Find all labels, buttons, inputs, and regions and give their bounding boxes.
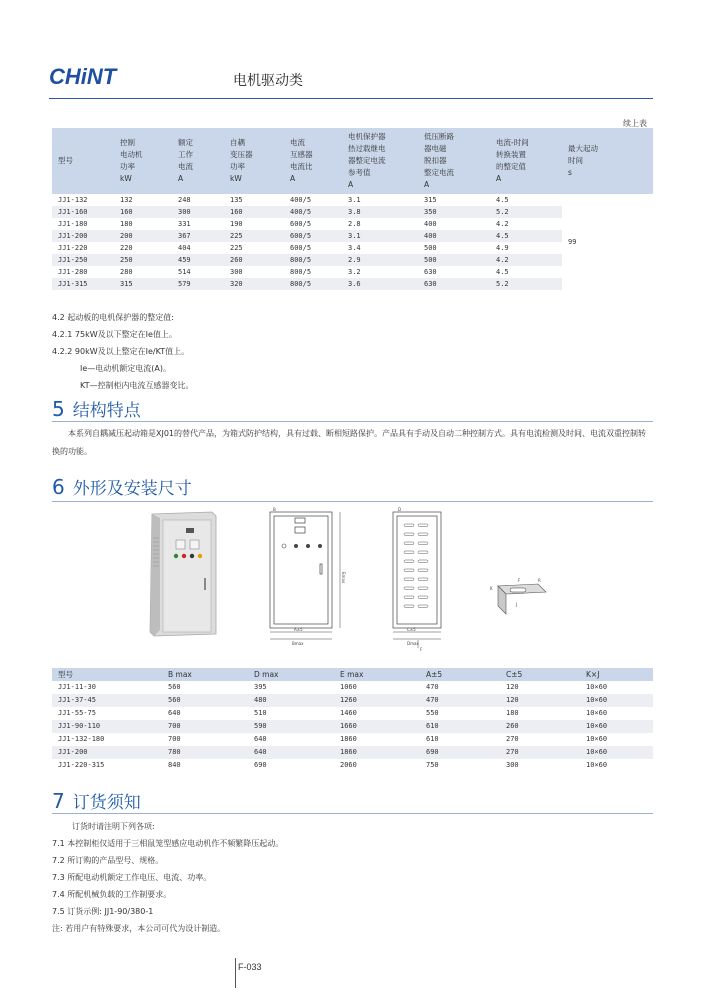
structure-description: 本系列自耦减压起动箱是XJ01的替代产品，为箱式防护结构，具有过载、断相短路保护。产品具有手动及自动二种控制方式。具有电流检测及时间、电流双重控制转换的功能。 bbox=[52, 429, 647, 456]
order-line: 7.4 所配机械负载的工作制要求。 bbox=[52, 890, 172, 899]
table-cell: 690 bbox=[420, 746, 500, 759]
table-cell: 4.5 bbox=[496, 268, 509, 276]
dimensions-header-cell: B max bbox=[162, 668, 248, 681]
table-row bbox=[52, 194, 653, 206]
table-row bbox=[52, 746, 653, 759]
dim-label-c: C±5 bbox=[407, 627, 416, 632]
table-cell: 640 bbox=[168, 709, 181, 717]
vent-slot bbox=[404, 605, 414, 607]
table-cell: 800/5 bbox=[284, 254, 342, 266]
chint-logo: CHiNT bbox=[49, 64, 117, 89]
dimensions-header-cell: K×J bbox=[580, 668, 653, 681]
table-row bbox=[52, 759, 653, 772]
header-line: 脱扣器 bbox=[424, 156, 447, 165]
header-line: 电动机 bbox=[120, 150, 143, 159]
table-cell: 10×60 bbox=[580, 746, 653, 759]
header-line: 电流 bbox=[290, 138, 305, 147]
table-cell: 160 bbox=[114, 206, 172, 218]
table-cell: JJ1-220 bbox=[58, 244, 88, 252]
table-cell: 320 bbox=[224, 278, 284, 290]
section-number: 6 bbox=[52, 475, 65, 499]
dim-label-f2: F bbox=[518, 578, 521, 583]
table-cell: 190 bbox=[230, 220, 243, 228]
header-line: 参考值 bbox=[348, 168, 371, 177]
table-cell: 260 bbox=[500, 720, 580, 733]
vent-slot bbox=[404, 578, 414, 580]
specs-header-cell bbox=[114, 128, 172, 194]
dim-label-r: R bbox=[538, 578, 541, 583]
table-cell: 2.9 bbox=[342, 254, 418, 266]
table-cell: 1060 bbox=[340, 683, 357, 691]
dim-label-f: F bbox=[420, 647, 423, 652]
table-cell: 331 bbox=[178, 220, 191, 228]
page-number: F-033 bbox=[238, 962, 262, 972]
header-line: 器整定电流 bbox=[348, 156, 386, 165]
table-cell: 560 bbox=[168, 683, 181, 691]
table-cell: 500 bbox=[418, 254, 490, 266]
table-cell: 3.4 bbox=[348, 244, 361, 252]
header-line: 最大起动 bbox=[568, 144, 598, 153]
order-line: 7.5 订货示例: JJ1-90/380-1 bbox=[52, 907, 154, 916]
table-cell: 120 bbox=[506, 683, 519, 691]
specs-header-cell bbox=[284, 128, 342, 194]
vent-slot bbox=[404, 542, 414, 544]
section-title: 外形及安装尺寸 bbox=[72, 479, 192, 499]
table-cell: 270 bbox=[500, 746, 580, 759]
order-line: 注: 若用户有特殊要求，本公司可代为设计制造。 bbox=[52, 924, 226, 933]
specs-header-cell bbox=[418, 128, 490, 194]
section-title: 结构特点 bbox=[72, 401, 141, 421]
table-cell: 600/5 bbox=[290, 220, 312, 228]
table-cell: JJ1-250 bbox=[52, 254, 114, 266]
header-line: 电机保护器 bbox=[348, 132, 386, 141]
table-cell: 10×60 bbox=[580, 720, 653, 733]
header-line: 功率 bbox=[120, 162, 135, 171]
table-row bbox=[52, 681, 653, 694]
table-cell: 315 bbox=[114, 278, 172, 290]
vent-slot bbox=[404, 524, 414, 526]
table-cell: 132 bbox=[120, 196, 133, 204]
vent-slot bbox=[418, 596, 428, 598]
table-cell: 135 bbox=[230, 196, 243, 204]
header-line: A bbox=[424, 180, 430, 189]
order-line: 7.3 所配电动机额定工作电压、电流、功率。 bbox=[52, 873, 212, 882]
dim-label-e: Emax bbox=[341, 572, 346, 584]
dim-label-k: K bbox=[490, 586, 493, 591]
page-category-title: 电机驱动类 bbox=[233, 73, 303, 89]
table-cell: 5.2 bbox=[490, 278, 562, 290]
vent-slot bbox=[404, 533, 414, 535]
table-cell: JJ1-132 bbox=[58, 196, 88, 204]
table-cell: 270 bbox=[506, 735, 519, 743]
header-line: 电流 bbox=[178, 162, 193, 171]
header-line: 自耦 bbox=[230, 138, 245, 147]
vent-slot bbox=[404, 551, 414, 553]
specs-header-cell bbox=[490, 128, 562, 194]
header-line: 的整定值 bbox=[496, 162, 526, 171]
table-cell: JJ1-37-45 bbox=[52, 694, 162, 707]
table-cell: 250 bbox=[114, 254, 172, 266]
header-line: 变压器 bbox=[230, 150, 253, 159]
order-line: 7.1 本控制柜仅适用于三相鼠笼型感应电动机作不频繁降压起动。 bbox=[52, 839, 284, 848]
dimensions-table bbox=[52, 668, 653, 772]
table-cell: 800/5 bbox=[284, 278, 342, 290]
header-line: 功率 bbox=[230, 162, 245, 171]
table-cell: 5.2 bbox=[490, 206, 562, 218]
table-cell: 780 bbox=[162, 746, 248, 759]
table-cell: 4.9 bbox=[496, 244, 509, 252]
table-cell: 2060 bbox=[340, 761, 357, 769]
header-line: 互感器 bbox=[290, 150, 313, 159]
table-cell: 248 bbox=[178, 196, 191, 204]
table-cell: 579 bbox=[172, 278, 224, 290]
table-cell: 404 bbox=[178, 244, 191, 252]
specs-header-cell bbox=[342, 128, 418, 194]
table-cell: 1260 bbox=[334, 694, 420, 707]
table-cell: 180 bbox=[120, 220, 133, 228]
table-cell: 550 bbox=[426, 709, 439, 717]
table-cell: 10×60 bbox=[586, 683, 608, 691]
table-cell: 500 bbox=[424, 244, 437, 252]
table-cell: JJ1-11-30 bbox=[58, 683, 96, 691]
table-cell: 10×60 bbox=[586, 709, 608, 717]
specs-table-body bbox=[52, 194, 653, 290]
table-cell: 700 bbox=[162, 720, 248, 733]
table-cell: 400 bbox=[418, 230, 490, 242]
header-line: A bbox=[178, 174, 184, 183]
header-line: 时间 bbox=[568, 156, 583, 165]
table-cell: 1860 bbox=[340, 735, 357, 743]
table-row bbox=[52, 694, 653, 707]
table-cell: 640 bbox=[254, 735, 267, 743]
table-cell: 840 bbox=[168, 761, 181, 769]
table-cell: 315 bbox=[424, 196, 437, 204]
dim-label-bmax: Bmax bbox=[292, 641, 304, 646]
header-line: 整定电流 bbox=[424, 168, 454, 177]
section-divider bbox=[52, 813, 653, 814]
dim-label-b: B bbox=[273, 507, 276, 512]
specs-header-cell bbox=[224, 128, 284, 194]
vent-slot bbox=[404, 569, 414, 571]
vent-slot bbox=[404, 560, 414, 562]
table-row bbox=[52, 733, 653, 746]
table-cell: 10×60 bbox=[586, 735, 608, 743]
header-line: 控制 bbox=[120, 138, 135, 147]
order-line: 7.2 所订购的产品型号、规格。 bbox=[52, 856, 164, 865]
note-line: KT—控制柜内电流互感器变比。 bbox=[80, 381, 194, 390]
table-cell: 470 bbox=[426, 683, 439, 691]
table-cell: 225 bbox=[224, 230, 284, 242]
section-title: 订货须知 bbox=[72, 793, 141, 813]
header-line: 电流比 bbox=[290, 162, 313, 171]
dim-label-d: D bbox=[398, 507, 402, 512]
mounting-hole-detail bbox=[488, 576, 548, 620]
vent-slot bbox=[404, 596, 414, 598]
dimensions-header-cell: E max bbox=[334, 668, 420, 681]
section-heading-dimensions bbox=[52, 474, 192, 499]
dimensions-header-cell: C±5 bbox=[500, 668, 580, 681]
header-line: s bbox=[568, 168, 572, 177]
table-cell: 600/5 bbox=[290, 244, 312, 252]
section-divider bbox=[52, 421, 653, 422]
header-divider bbox=[49, 98, 653, 99]
table-cell: 630 bbox=[418, 278, 490, 290]
dim-label-a: A±5 bbox=[294, 627, 303, 632]
table-cell: 10×60 bbox=[580, 694, 653, 707]
note-line: 4.2.2 90kW及以上整定在Ie/KT值上。 bbox=[52, 347, 190, 356]
section-heading-ordering bbox=[52, 788, 141, 813]
table-cell: 600/5 bbox=[284, 230, 342, 242]
table-cell: 750 bbox=[426, 761, 439, 769]
table-cell: JJ1-220-315 bbox=[58, 761, 105, 769]
vent-slot bbox=[418, 578, 428, 580]
header-line: A bbox=[290, 174, 296, 183]
table-cell: 400/5 bbox=[284, 206, 342, 218]
table-cell: JJ1-200 bbox=[52, 746, 162, 759]
dimensions-table-header bbox=[52, 668, 653, 681]
table-cell: 280 bbox=[120, 268, 133, 276]
table-cell: JJ1-315 bbox=[52, 278, 114, 290]
table-cell: 470 bbox=[420, 694, 500, 707]
vent-slot bbox=[418, 587, 428, 589]
header-line: 工作 bbox=[178, 150, 193, 159]
header-line: kW bbox=[120, 174, 132, 183]
specs-header-cell bbox=[562, 128, 653, 194]
table-cell: 590 bbox=[248, 720, 334, 733]
vent-slot bbox=[418, 551, 428, 553]
table-cell: 180 bbox=[506, 709, 519, 717]
max-start-time-cell: 99 bbox=[562, 194, 653, 290]
table-cell: 514 bbox=[178, 268, 191, 276]
table-cell: 459 bbox=[172, 254, 224, 266]
header-line: 转换装置 bbox=[496, 150, 526, 159]
table-cell: 3.8 bbox=[342, 206, 418, 218]
side-view-drawing bbox=[388, 506, 448, 656]
table-cell: 160 bbox=[224, 206, 284, 218]
table-cell: 3.6 bbox=[342, 278, 418, 290]
table-cell: JJ1-55-75 bbox=[58, 709, 96, 717]
table-cell: 4.2 bbox=[490, 254, 562, 266]
vent-slot bbox=[418, 542, 428, 544]
dimensions-header-cell: 型号 bbox=[52, 668, 162, 681]
table-row bbox=[52, 707, 653, 720]
note-line: 4.2.1 75kW及以下整定在Ie值上。 bbox=[52, 330, 177, 339]
table-cell: 120 bbox=[500, 694, 580, 707]
table-cell: 2.8 bbox=[348, 220, 361, 228]
header-line: 额定 bbox=[178, 138, 193, 147]
table-cell: 225 bbox=[230, 244, 243, 252]
table-cell: 690 bbox=[254, 761, 267, 769]
ordering-notes bbox=[52, 818, 283, 937]
section-divider bbox=[52, 501, 653, 502]
header-line: 电流-时间 bbox=[496, 138, 529, 147]
table-continued-label: 续上表 bbox=[623, 119, 647, 128]
dimensions-table-body bbox=[52, 681, 653, 772]
table-cell: 300 bbox=[230, 268, 243, 276]
table-cell: 400/5 bbox=[290, 196, 312, 204]
table-cell: 800/5 bbox=[290, 268, 312, 276]
section-number: 5 bbox=[52, 397, 65, 421]
table-cell: 395 bbox=[254, 683, 267, 691]
table-cell: 640 bbox=[248, 746, 334, 759]
vent-slot bbox=[404, 587, 414, 589]
table-cell: JJ1-280 bbox=[58, 268, 88, 276]
table-cell: 1460 bbox=[340, 709, 357, 717]
table-cell: 220 bbox=[120, 244, 133, 252]
table-cell: 4.5 bbox=[496, 196, 509, 204]
vent-slot bbox=[418, 533, 428, 535]
table-cell: 3.1 bbox=[348, 196, 361, 204]
vent-slot bbox=[418, 569, 428, 571]
table-cell: 700 bbox=[168, 735, 181, 743]
table-cell: 10×60 bbox=[586, 761, 608, 769]
table-cell: 1660 bbox=[334, 720, 420, 733]
header-line: kW bbox=[230, 174, 242, 183]
note-line: Ⅰe—电动机额定电流(A)。 bbox=[80, 364, 171, 373]
table-cell: 510 bbox=[254, 709, 267, 717]
specs-table-header bbox=[52, 128, 653, 194]
header-line: A bbox=[496, 174, 502, 183]
table-cell: 300 bbox=[506, 761, 519, 769]
header-line: A bbox=[348, 180, 354, 189]
table-cell: 3.1 bbox=[342, 230, 418, 242]
header-line: 型号 bbox=[58, 156, 73, 165]
note-line: 4.2 起动板的电机保护器的整定值: bbox=[52, 313, 174, 322]
vent-slot bbox=[418, 605, 428, 607]
specs-header-cell bbox=[172, 128, 224, 194]
table-cell: JJ1-180 bbox=[58, 220, 88, 228]
vent-slot bbox=[418, 524, 428, 526]
table-cell: 300 bbox=[172, 206, 224, 218]
cabinet-photo bbox=[146, 508, 220, 638]
table-cell: JJ1-90-110 bbox=[52, 720, 162, 733]
section-number: 7 bbox=[52, 789, 65, 813]
table-cell: 4.2 bbox=[496, 220, 509, 228]
dim-label-dmax: Dmax bbox=[407, 641, 419, 646]
table-cell: 4.5 bbox=[490, 230, 562, 242]
table-cell: JJ1-160 bbox=[52, 206, 114, 218]
header-line: 热过载继电 bbox=[348, 144, 386, 153]
table-cell: 3.2 bbox=[348, 268, 361, 276]
specs-header-cell bbox=[52, 128, 114, 194]
table-cell: JJ1-132-180 bbox=[58, 735, 105, 743]
setting-notes bbox=[52, 309, 194, 394]
header-line: 器电磁 bbox=[424, 144, 447, 153]
dimensions-header-cell: A±5 bbox=[420, 668, 500, 681]
table-cell: 480 bbox=[248, 694, 334, 707]
table-cell: 560 bbox=[162, 694, 248, 707]
table-cell: 200 bbox=[114, 230, 172, 242]
table-row bbox=[52, 720, 653, 733]
specs-table bbox=[52, 128, 653, 290]
table-cell: JJ1-200 bbox=[52, 230, 114, 242]
header-line: 低压断路 bbox=[424, 132, 454, 141]
section-heading-structure bbox=[52, 396, 141, 421]
vent-slot bbox=[418, 560, 428, 562]
table-cell: 1860 bbox=[334, 746, 420, 759]
footer-divider bbox=[235, 958, 236, 988]
table-cell: 400 bbox=[424, 220, 437, 228]
table-cell: 610 bbox=[426, 735, 439, 743]
front-view-drawing bbox=[264, 506, 350, 656]
order-line: 订货时请注明下列各项: bbox=[72, 822, 155, 831]
table-cell: 260 bbox=[224, 254, 284, 266]
dim-label-j: J bbox=[516, 602, 518, 607]
table-cell: 350 bbox=[418, 206, 490, 218]
table-cell: 367 bbox=[172, 230, 224, 242]
dimensions-header-cell: D max bbox=[248, 668, 334, 681]
table-cell: 630 bbox=[424, 268, 437, 276]
table-cell: 610 bbox=[420, 720, 500, 733]
